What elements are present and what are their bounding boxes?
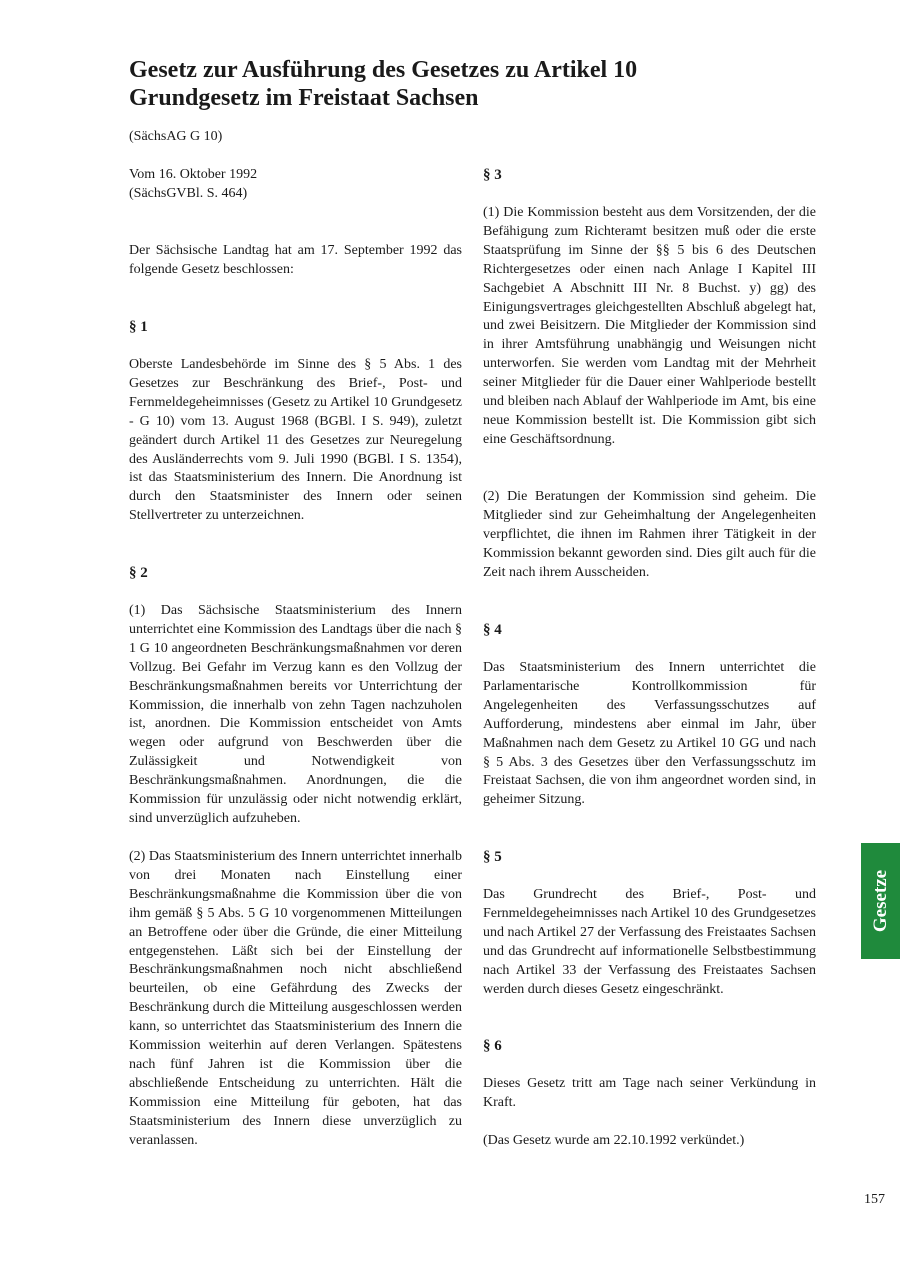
section-5-text: Das Grundrecht des Brief-, Post- und Fernmeldegeheimnisses nach Artikel 10 des Grundgesetzes und nach Artikel 27 der Verfassung des Freistaates Sachsen und das Grundrecht auf informationelle Selbstbestimmung nach Artikel 33 der Verfassung des Freistaates Sachsen werden durch dieses Gesetz eingeschränkt. bbox=[483, 887, 816, 997]
law-date: Vom 16. Oktober 1992 bbox=[129, 167, 258, 182]
section-3-paragraph-1: (1) Die Kommission besteht aus dem Vorsitzenden, der die Befähigung zum Richteramt besitzen muß oder die erste Staatsprüfung im Sinne der §§ 5 bis 6 des Deutschen Richtergesetzes oder einen nach Anlage I Kapitel III Sachgebiet A Abschnitt III Nr. 8 Buchst. y) gg) des Einigungsvertrages gleichgestellten Abschluß abgelegt hat, und zwei Beisitzern. Die Mitglieder der Kommission sind in ihrer Amtsführung unabhängig und Weisungen nicht unterworfen. Sie werden vom Landtag mit der Mehrheit seiner Mitglieder für die Dauer einer Wahlperiode bestellt und bleiben nach Ablauf der Wahlperiode im Amt, bis eine neue Kommission bestellt ist. Die Kommission gibt sich eine Geschäftsordnung. bbox=[483, 205, 816, 447]
preamble: Der Sächsische Landtag hat am 17. September 1992 das folgende Gesetz beschlossen: bbox=[129, 243, 462, 277]
page-title: Gesetz zur Ausführung des Gesetzes zu Artikel 10 Grundgesetz im Freistaat Sachsen bbox=[129, 57, 638, 111]
section-6-heading: § 6 bbox=[483, 1038, 502, 1054]
promulgation-note: (Das Gesetz wurde am 22.10.1992 verkündet.) bbox=[483, 1133, 745, 1148]
section-3-heading: § 3 bbox=[483, 167, 502, 183]
law-abbreviation: (SächsAG G 10) bbox=[129, 129, 223, 144]
section-6-text: Dieses Gesetz tritt am Tage nach seiner Verkündung in Kraft. bbox=[483, 1076, 816, 1110]
section-1-text: Oberste Landesbehörde im Sinne des § 5 Abs. 1 des Gesetzes zur Beschränkung des Brief-, Post- und Fernmeldegeheimnisses (Gesetz zu Artikel 10 Grundgesetz - G 10) vom 13. August 1968 (BGBl. I S. 949), zuletzt geändert durch Artikel 11 des Gesetzes zur Neuregelung des Ausländerrechts vom 9. Juli 1990 (BGBl. I S. 1354), ist das Staatsministerium des Innern. Die Anordnung ist durch den Staatsminister des Innern oder seinen Stellvertreter zu unterzeichnen. bbox=[129, 357, 462, 524]
section-2-heading: § 2 bbox=[129, 565, 148, 581]
section-4-text: Das Staatsministerium des Innern unterrichtet die Parlamentarische Kontrollkommission für Angelegenheiten des Verfassungsschutzes auf Aufforderung, mindestens aber einmal im Jahr, über Maßnahmen nach dem Gesetz zu Artikel 10 GG und nach § 5 Abs. 3 des Gesetzes über den Verfassungsschutz im Freistaat Sachsen, die von ihm angeordnet worden sind, in geheimer Sitzung. bbox=[483, 660, 816, 808]
page-number: 157 bbox=[864, 1192, 885, 1207]
section-2-paragraph-2: (2) Das Staatsministerium des Innern unterrichtet innerhalb von drei Monaten nach Einstellung einer Beschränkungsmaßnahme die Kommission über die von ihm gemäß § 5 Abs. 5 G 10 vorgenommenen Mitteilungen an Betroffene oder über die Gründe, die einer Mitteilung entgegenstehen. Läßt sich bei der Einstellung der Beschränkungsmaßnahmen noch nicht abschließend beurteilen, ob eine Gefährdung des Zwecks der Beschränkung durch die Mitteilung ausgeschlossen werden kann, so unterrichtet das Staatsministerium des Innern die Kommission weiterhin auf deren Verlangen. Spätestens nach fünf Jahren ist die Kommission über die abschließende Entscheidung zu unterrichten. Hält die Kommission eine Mitteilung für geboten, hat das Staatsministerium des Innern diese unverzüglich zu veranlassen. bbox=[129, 849, 462, 1148]
side-tab-gesetze bbox=[861, 843, 900, 959]
section-2-paragraph-1: (1) Das Sächsische Staatsministerium des Innern unterrichtet eine Kommission des Landtags über die nach § 1 G 10 angeordneten Beschränkungsmaßnahmen vor deren Vollzug. Bei Gefahr im Verzug kann es den Vollzug der Beschränkungsmaßnahmen bereits vor Unterrichtung der Kommission, die innerhalb von zehn Tagen nachzuholen ist, anordnen. Die Kommission entscheidet von Amts wegen oder aufgrund von Beschwerden über die Zulässigkeit und Notwendigkeit von Beschränkungsmaßnahmen. Anordnungen, die die Kommission für unzulässig oder nicht notwendig erklärt, sind unverzüglich aufzuheben. bbox=[129, 603, 462, 826]
section-4-heading: § 4 bbox=[483, 622, 502, 638]
section-3-paragraph-2: (2) Die Beratungen der Kommission sind geheim. Die Mitglieder sind zur Geheimhaltung der Angelegenheiten verpflichtet, die ihnen im Rahmen ihrer Tätigkeit in der Kommission bekannt geworden sind. Dies gilt auch für die Zeit nach ihrem Ausscheiden. bbox=[483, 489, 816, 580]
side-tab-label: Gesetze bbox=[869, 869, 891, 933]
law-source: (SächsGVBl. S. 464) bbox=[129, 186, 248, 201]
section-1-heading: § 1 bbox=[129, 319, 148, 335]
section-5-heading: § 5 bbox=[483, 849, 502, 865]
